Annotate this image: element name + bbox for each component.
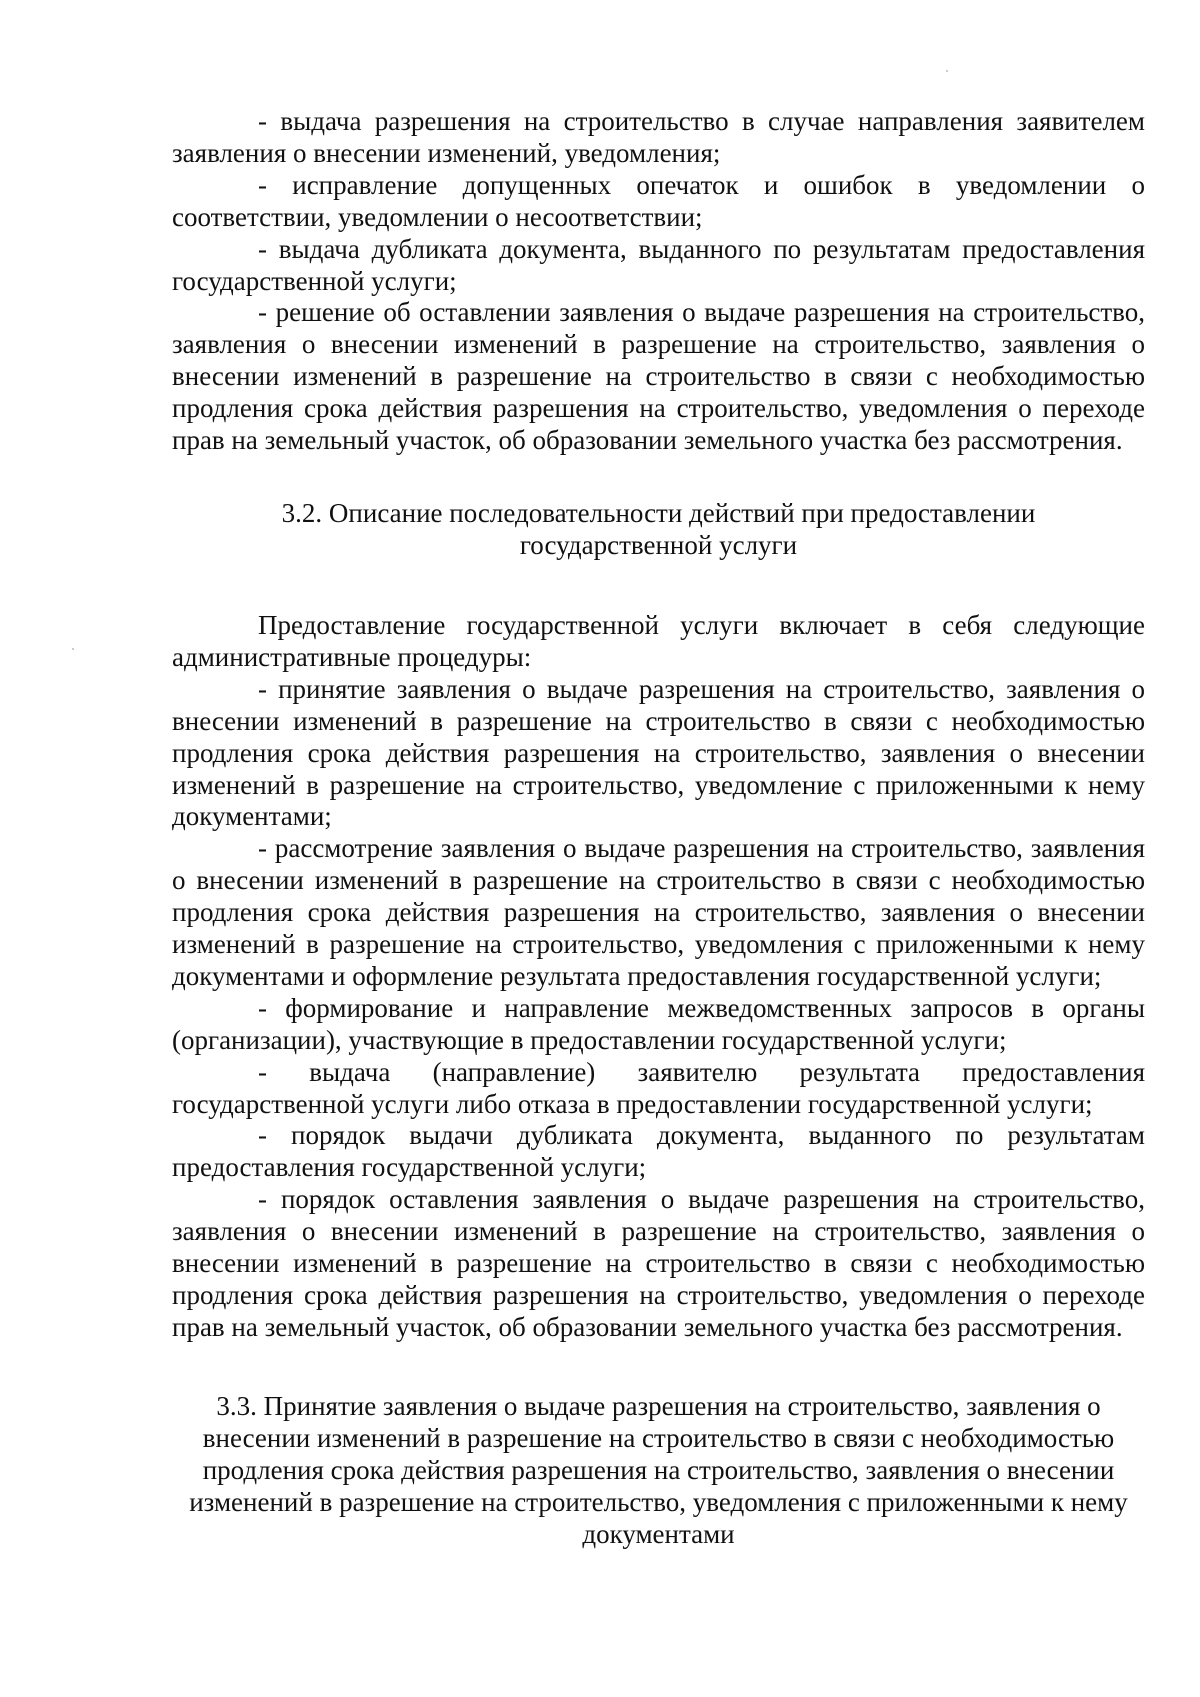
list-item: - формирование и направление межведомственных запросов в органы (организации), участвующие в предоставлении государственной услуги; (172, 992, 1145, 1055)
list-item: - выдача дубликата документа, выданного по результатам предоставления государственной услуги; (172, 233, 1145, 296)
list-item: - рассмотрение заявления о выдаче разрешения на строительство, заявления о внесении изменений в разрешение на строительство в связи с необходимостью продления срока действия разрешения на строительство, заявления о внесении изменений в разрешение на строительство, уведомления с приложенными к нему документами и оформление результата предоставления государственной услуги; (172, 833, 1145, 991)
section-heading-3-2: 3.2. Описание последовательности действий при предоставлении государственной услуги (281, 497, 1036, 560)
list-item: - выдача (направление) заявителю результата предоставления государственной услуги либо отказа в предоставлении государственной услуги; (172, 1056, 1145, 1119)
list-item: - исправление допущенных опечаток и ошибок в уведомлении о соответствии, уведомлении о несоответствии; (172, 169, 1145, 232)
scan-speck (72, 648, 74, 650)
section-heading-3-3: 3.3. Принятие заявления о выдаче разрешения на строительство, заявления о внесении изменений в разрешение на строительство в связи с необходимостью продления срока действия разрешения на строительство, заявления о внесении изменений в разрешение на строительство, уведомления с приложенными к нему документами (189, 1390, 1128, 1549)
list-item: - порядок выдачи дубликата документа, выданного по результатам предоставления государственной услуги; (172, 1120, 1145, 1183)
scan-speck (946, 70, 948, 72)
list-item: - принятие заявления о выдаче разрешения на строительство, заявления о внесении изменений в разрешение на строительство в связи с необходимостью продления срока действия разрешения на строительство, заявления о внесении изменений в разрешение на строительство, уведомление с приложенными к нему документами; (172, 673, 1145, 832)
list-item: - порядок оставления заявления о выдаче разрешения на строительство, заявления о внесении изменений в разрешение на строительство, заявления о внесении изменений в разрешение на строительство в связи с необходимостью продления срока действия разрешения на строительство, уведомления о переходе прав на земельный участок, об образовании земельного участка без рассмотрения. (172, 1184, 1145, 1342)
document-page (172, 106, 1145, 1550)
list-item: - выдача разрешения на строительство в случае направления заявителем заявления о внесении изменений, уведомления; (172, 106, 1145, 168)
list-item: - решение об оставлении заявления о выдаче разрешения на строительство, заявления о внесении изменений в разрешение на строительство, заявления о внесении изменений в разрешение на строительство в связи с необходимостью продления срока действия разрешения на строительство, уведомления о переходе прав на земельный участок, об образовании земельного участка без рассмотрения. (172, 297, 1145, 456)
section-intro: Предоставление государственной услуги включает в себя следующие административные процедуры: (172, 609, 1145, 672)
